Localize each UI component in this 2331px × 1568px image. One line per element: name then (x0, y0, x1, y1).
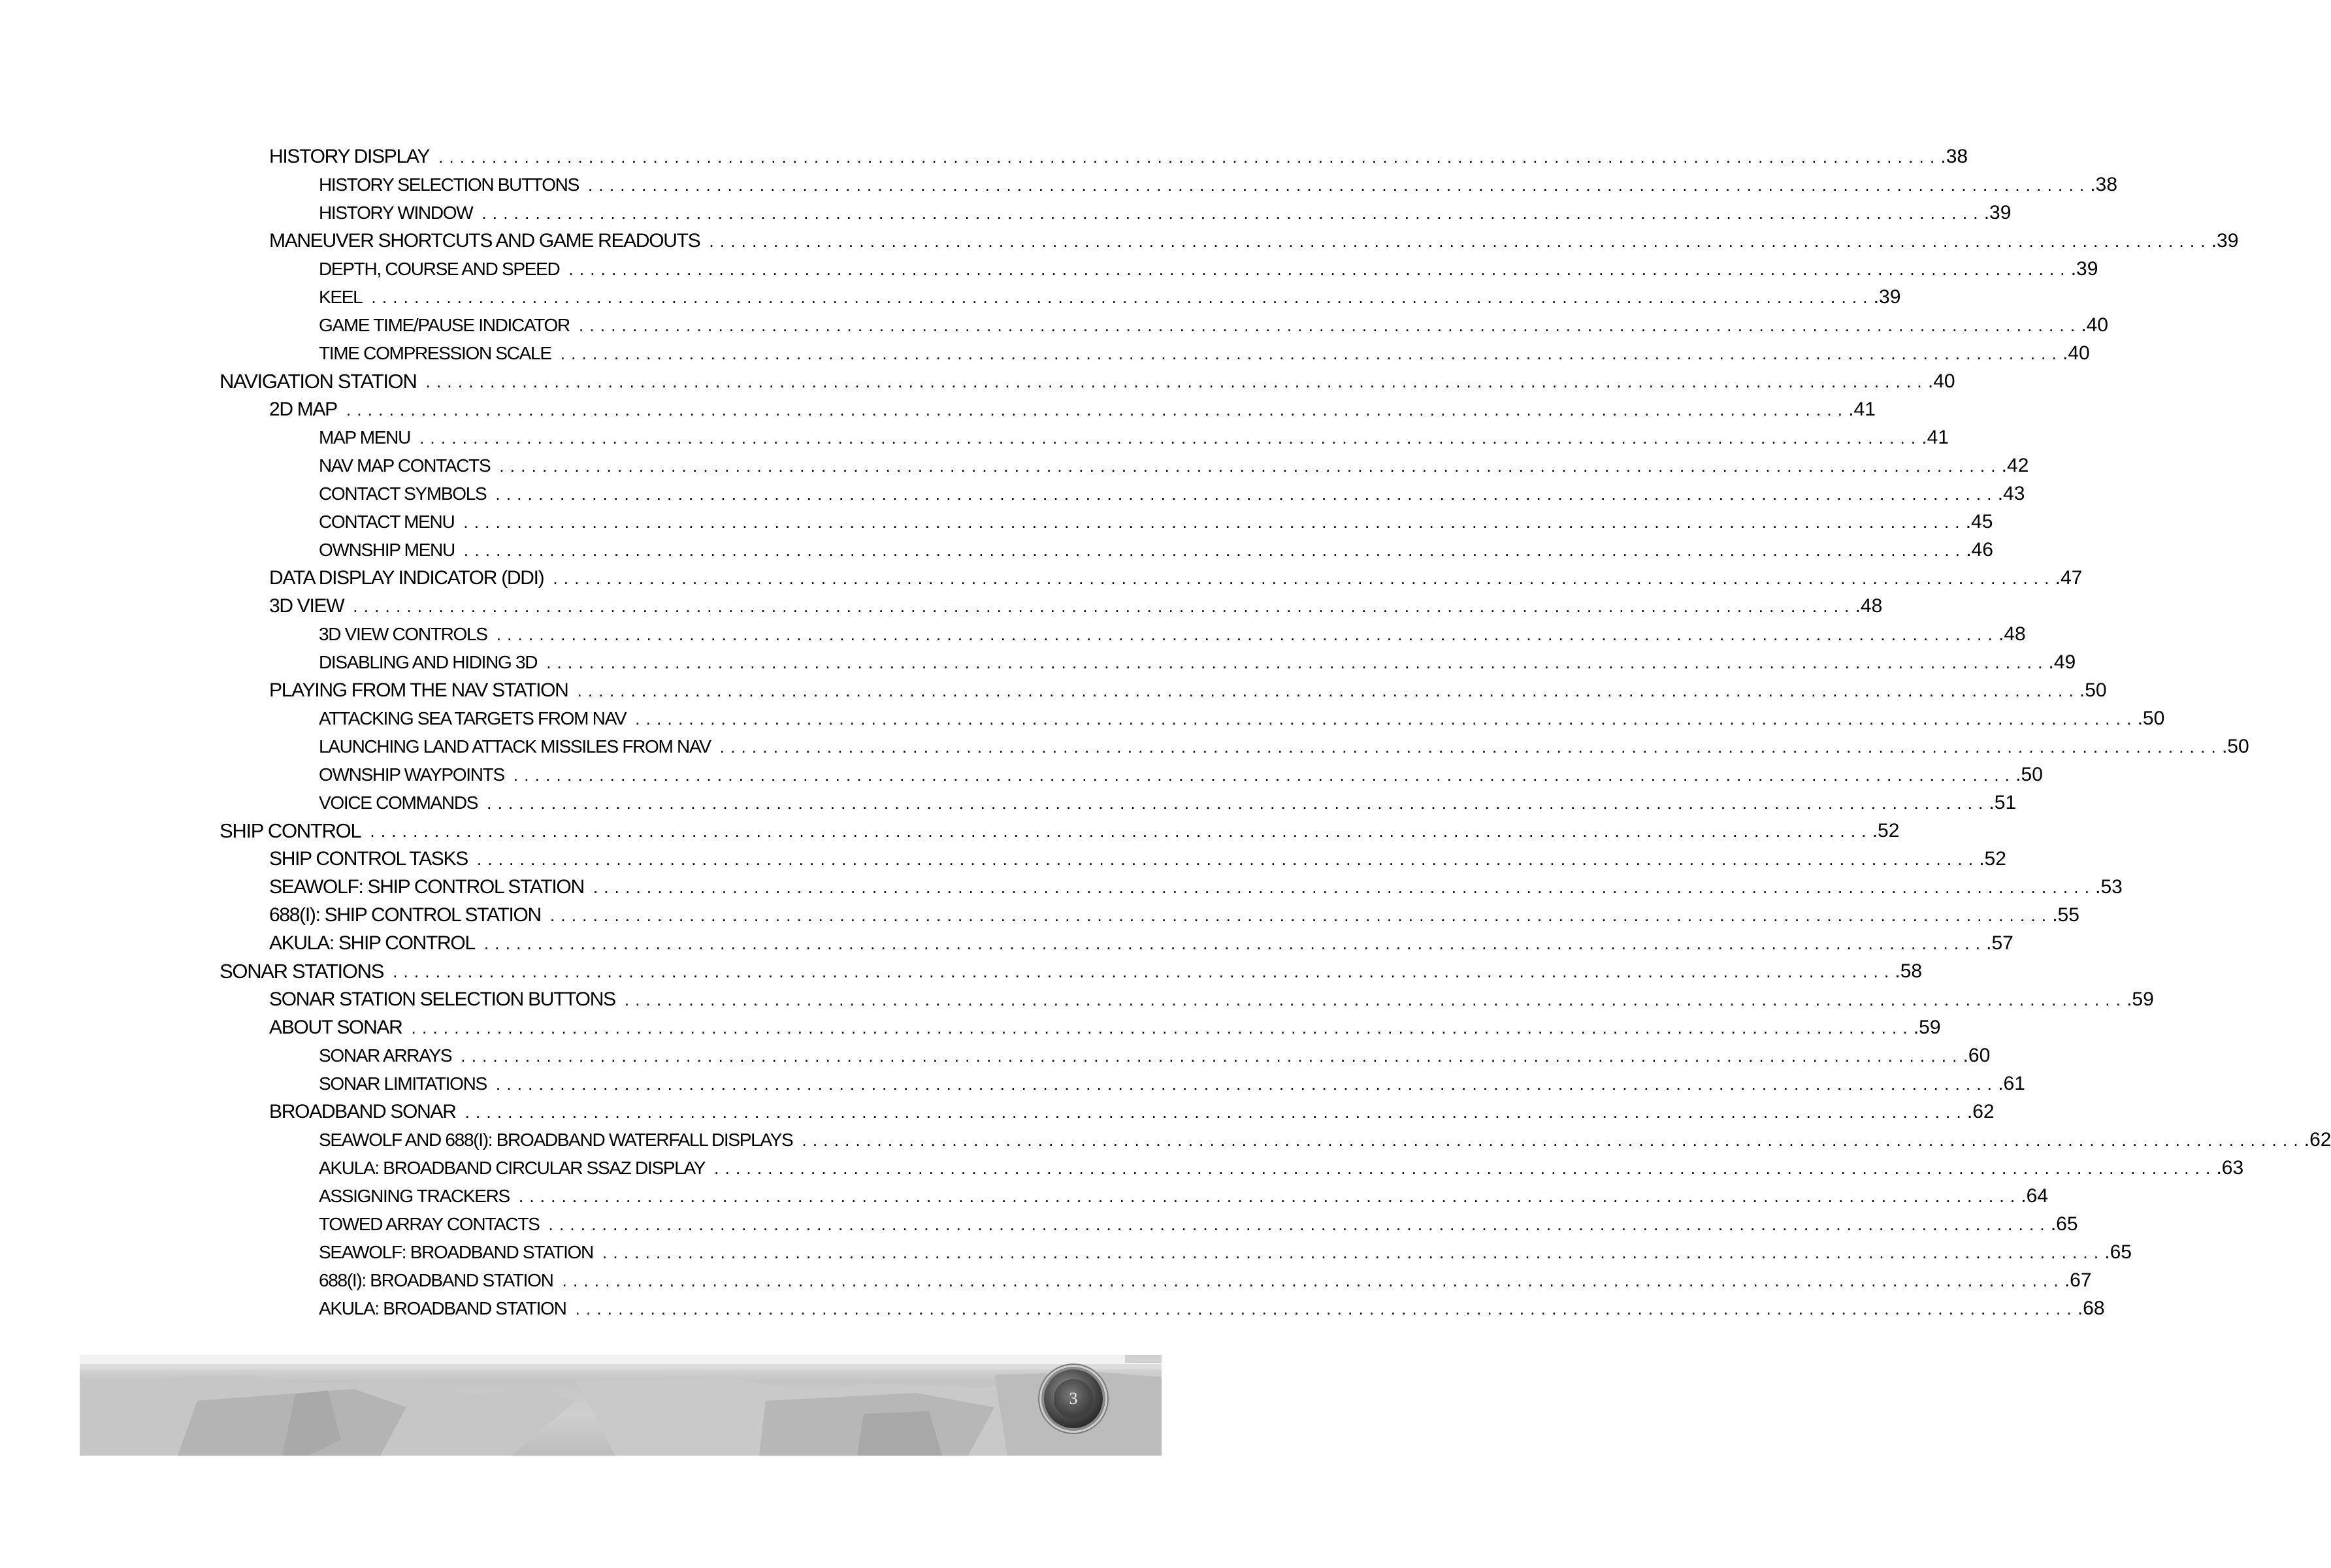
toc-entry-page: .39 (1983, 202, 2012, 223)
toc-entry-page: .40 (2081, 314, 2108, 336)
toc-entry-level-2 (0, 590, 1883, 618)
toc-entry-title: HISTORY SELECTION BUTTONS (319, 173, 588, 197)
toc-entry-page: .43 (1997, 483, 2025, 504)
toc-entry-title: VOICE COMMANDS (319, 791, 487, 815)
toc-entry-title: GAME TIME/PAUSE INDICATOR (319, 314, 579, 337)
toc-dot-leader: ............................................................................................................................................ (495, 484, 1998, 504)
toc-entry-level-2 (0, 674, 2107, 702)
toc-entry-title: SEAWOLF AND 688(I): BROADBAND WATERFALL DISPLAYS (319, 1128, 802, 1152)
toc-dot-leader: ............................................................................................................................................ (425, 372, 1928, 391)
toc-entry-title: DATA DISPLAY INDICATOR (DDI) (269, 566, 553, 590)
toc-entry-page: .41 (1921, 427, 1949, 448)
toc-entry-level-3 (0, 1264, 2092, 1292)
table-of-contents (0, 140, 2331, 1320)
toc-entry-level-3 (0, 253, 2098, 281)
toc-entry-page: .62 (2304, 1129, 2331, 1151)
toc-dot-leader: ............................................................................................................................................ (393, 962, 1895, 981)
toc-entry-page: .38 (1940, 146, 1968, 167)
toc-entry-title: AKULA: BROADBAND CIRCULAR SSAZ DISPLAY (319, 1156, 714, 1180)
toc-entry-level-3 (0, 449, 2029, 478)
toc-dot-leader: ............................................................................................................................................ (346, 400, 1849, 419)
toc-entry-page: .63 (2216, 1157, 2244, 1179)
toc-dot-leader: ............................................................................................................................................ (587, 175, 2091, 195)
toc-entry-page: .53 (2095, 876, 2123, 898)
toc-entry-title: 688(I): SHIP CONTROL STATION (269, 904, 550, 927)
toc-entry-title: MAP MENU (319, 426, 419, 449)
toc-entry-level-3 (0, 169, 2118, 197)
toc-entry-level-3 (0, 787, 2017, 815)
toc-entry-page: .47 (2055, 567, 2083, 589)
toc-entry-level-3 (0, 618, 2026, 646)
toc-dot-leader: ............................................................................................................................................ (419, 428, 1922, 448)
toc-entry-level-3 (0, 1292, 2105, 1320)
toc-entry-title: DEPTH, COURSE AND SPEED (319, 257, 568, 281)
toc-entry-page: .65 (2104, 1241, 2132, 1263)
toc-entry-title: AKULA: SHIP CONTROL (269, 932, 484, 955)
toc-entry-page: .39 (1873, 286, 1901, 308)
page-number-badge (1044, 1369, 1103, 1428)
toc-entry-title: SHIP CONTROL TASKS (269, 847, 477, 871)
footer-texture (80, 1355, 1162, 1456)
toc-entry-title: TOWED ARRAY CONTACTS (319, 1213, 549, 1236)
toc-entry-page: .48 (1998, 623, 2026, 645)
toc-entry-page: .51 (1989, 792, 2017, 813)
toc-entry-title: PLAYING FROM THE NAV STATION (269, 679, 578, 702)
toc-entry-level-3 (0, 1180, 2048, 1208)
toc-entry-level-3 (0, 309, 2108, 337)
toc-entry-level-2 (0, 393, 1876, 421)
toc-entry-level-3 (0, 1039, 1991, 1068)
toc-entry-title: CONTACT MENU (319, 510, 463, 534)
page-number: 3 (1054, 1379, 1093, 1418)
toc-entry-page: .38 (2090, 174, 2118, 195)
toc-dot-leader: ............................................................................................................................................ (353, 596, 1855, 616)
toc-dot-leader: ............................................................................................................................................ (481, 203, 1984, 223)
toc-entry-level-3 (0, 1236, 2132, 1264)
toc-entry-level-3 (0, 421, 1949, 449)
toc-entry-level-3 (0, 646, 2076, 674)
toc-entry-title: 3D VIEW CONTROLS (319, 623, 497, 646)
toc-dot-leader: ............................................................................................................................................ (499, 456, 2002, 476)
toc-dot-leader: ............................................................................................................................................ (560, 344, 2063, 363)
toc-entry-page: .50 (2015, 764, 2043, 785)
toc-dot-leader: ............................................................................................................................................ (624, 990, 2127, 1009)
toc-entry-level-1 (0, 815, 1900, 843)
toc-entry-level-3 (0, 1152, 2244, 1180)
toc-entry-title: SHIP CONTROL (220, 819, 370, 843)
toc-dot-leader: ............................................................................................................................................ (461, 1046, 1963, 1066)
toc-entry-title: 3D VIEW (269, 595, 353, 618)
toc-entry-page: .39 (2211, 230, 2239, 252)
toc-entry-page: .49 (2048, 651, 2076, 673)
toc-entry-level-3 (0, 759, 2043, 787)
toc-dot-leader: ............................................................................................................................................ (719, 737, 2222, 757)
toc-entry-level-3 (0, 702, 2165, 730)
toc-entry-title: LAUNCHING LAND ATTACK MISSILES FROM NAV (319, 735, 720, 759)
toc-entry-level-3 (0, 478, 2025, 506)
toc-dot-leader: ............................................................................................................................................ (548, 1215, 2051, 1234)
toc-dot-leader: ............................................................................................................................................ (463, 512, 1966, 532)
toc-dot-leader: ............................................................................................................................................ (635, 709, 2138, 728)
toc-entry-page: .64 (2021, 1185, 2048, 1207)
toc-entry-title: TIME COMPRESSION SCALE (319, 342, 561, 365)
toc-entry-level-3 (0, 337, 2090, 365)
toc-entry-page: .50 (2221, 736, 2249, 757)
toc-entry-level-2 (0, 983, 2154, 1011)
toc-entry-title: AKULA: BROADBAND STATION (319, 1297, 576, 1320)
toc-entry-level-2 (0, 927, 2013, 955)
footer-band (80, 1355, 1162, 1456)
toc-entry-level-2 (0, 899, 2079, 927)
toc-dot-leader: ............................................................................................................................................ (495, 1074, 1998, 1094)
toc-entry-page: .57 (1986, 932, 2013, 954)
toc-dot-leader: ............................................................................................................................................ (465, 1102, 1967, 1122)
toc-entry-level-2 (0, 140, 1968, 169)
toc-dot-leader: ............................................................................................................................................ (438, 147, 1941, 167)
toc-entry-page: .52 (1979, 848, 2006, 870)
toc-dot-leader: ............................................................................................................................................ (568, 259, 2071, 279)
toc-entry-level-2 (0, 1011, 1941, 1039)
toc-entry-level-2 (0, 225, 2239, 253)
toc-entry-page: .40 (1927, 370, 1955, 392)
toc-entry-level-3 (0, 1124, 2331, 1152)
toc-entry-title: HISTORY DISPLAY (269, 145, 438, 169)
toc-dot-leader: ............................................................................................................................................ (371, 287, 1874, 307)
toc-entry-title: ASSIGNING TRACKERS (319, 1184, 519, 1208)
toc-entry-page: .39 (2070, 258, 2098, 280)
toc-entry-page: .60 (1963, 1045, 1991, 1066)
toc-entry-page: .46 (1966, 539, 1993, 561)
toc-entry-level-2 (0, 1096, 1995, 1124)
toc-entry-level-3 (0, 506, 1993, 534)
toc-dot-leader: ............................................................................................................................................ (553, 568, 2055, 588)
toc-entry-title: MANEUVER SHORTCUTS AND GAME READOUTS (269, 229, 709, 253)
toc-dot-leader: ............................................................................................................................................ (578, 316, 2081, 335)
toc-entry-level-3 (0, 534, 1993, 562)
toc-entry-title: SONAR ARRAYS (319, 1044, 461, 1068)
toc-entry-level-3 (0, 730, 2249, 759)
toc-entry-title: DISABLING AND HIDING 3D (319, 651, 546, 674)
toc-dot-leader: ............................................................................................................................................ (487, 793, 1989, 813)
toc-entry-page: .68 (2077, 1298, 2105, 1319)
toc-entry-page: .52 (1872, 820, 1900, 841)
toc-entry-title: SEAWOLF: SHIP CONTROL STATION (269, 875, 593, 899)
toc-entry-page: .48 (1855, 595, 1883, 617)
toc-entry-title: KEEL (319, 286, 371, 309)
toc-entry-level-1 (0, 365, 1955, 393)
toc-entry-page: .62 (1966, 1101, 1995, 1122)
toc-entry-level-3 (0, 1068, 2025, 1096)
toc-entry-page: .42 (2001, 455, 2029, 476)
toc-entry-page: .59 (1913, 1017, 1941, 1038)
toc-dot-leader: ............................................................................................................................................ (476, 849, 1980, 869)
toc-dot-leader: ............................................................................................................................................ (546, 653, 2049, 672)
toc-entry-page: .67 (2064, 1269, 2092, 1291)
toc-entry-page: .59 (2127, 988, 2154, 1010)
toc-dot-leader: ............................................................................................................................................ (602, 1243, 2105, 1262)
toc-dot-leader: ............................................................................................................................................ (562, 1271, 2064, 1290)
toc-entry-level-3 (0, 281, 1901, 309)
toc-entry-level-1 (0, 955, 1923, 983)
toc-entry-page: .45 (1965, 511, 1993, 532)
toc-entry-title: HISTORY WINDOW (319, 201, 481, 225)
toc-dot-leader: ............................................................................................................................................ (496, 625, 1998, 644)
toc-dot-leader: ............................................................................................................................................ (549, 906, 2053, 925)
toc-entry-page: .58 (1895, 960, 1923, 982)
toc-entry-page: .55 (2052, 904, 2079, 926)
toc-entry-page: .40 (2062, 342, 2090, 364)
toc-entry-level-3 (0, 1208, 2078, 1236)
toc-entry-title: OWNSHIP WAYPOINTS (319, 763, 513, 787)
toc-dot-leader: ............................................................................................................................................ (411, 1018, 1914, 1037)
toc-entry-page: .65 (2050, 1213, 2078, 1235)
toc-entry-title: BROADBAND SONAR (269, 1100, 465, 1124)
toc-entry-page: .61 (1998, 1073, 2025, 1094)
toc-dot-leader: ............................................................................................................................................ (463, 540, 1966, 560)
toc-entry-page: .50 (2137, 708, 2165, 729)
toc-entry-level-2 (0, 871, 2123, 899)
toc-entry-title: SONAR STATIONS (220, 960, 393, 983)
toc-entry-title: NAVIGATION STATION (220, 370, 426, 393)
toc-entry-title: OWNSHIP MENU (319, 538, 464, 562)
toc-entry-title: ABOUT SONAR (269, 1016, 412, 1039)
toc-entry-title: SONAR STATION SELECTION BUTTONS (269, 988, 625, 1011)
toc-entry-title: SONAR LIMITATIONS (319, 1072, 496, 1096)
toc-entry-title: 688(I): BROADBAND STATION (319, 1269, 562, 1292)
toc-dot-leader: ............................................................................................................................................ (483, 934, 1987, 953)
toc-entry-page: .41 (1848, 399, 1876, 420)
toc-entry-level-2 (0, 843, 2006, 871)
toc-dot-leader: ............................................................................................................................................ (802, 1130, 2304, 1150)
toc-entry-level-3 (0, 197, 2012, 225)
toc-entry-title: SEAWOLF: BROADBAND STATION (319, 1241, 602, 1264)
toc-dot-leader: ............................................................................................................................................ (513, 765, 2016, 785)
toc-entry-title: CONTACT SYMBOLS (319, 482, 495, 506)
toc-entry-level-2 (0, 562, 2083, 590)
toc-dot-leader: ............................................................................................................................................ (593, 877, 2096, 897)
toc-entry-title: 2D MAP (269, 398, 346, 421)
toc-entry-page: .50 (2079, 679, 2107, 701)
toc-entry-title: NAV MAP CONTACTS (319, 454, 499, 478)
toc-dot-leader: ............................................................................................................................................ (575, 1299, 2078, 1318)
toc-dot-leader: ............................................................................................................................................ (518, 1186, 2021, 1206)
toc-dot-leader: ............................................................................................................................................ (370, 821, 1872, 841)
toc-dot-leader: ............................................................................................................................................ (577, 681, 2079, 700)
toc-entry-title: ATTACKING SEA TARGETS FROM NAV (319, 707, 635, 730)
toc-dot-leader: ............................................................................................................................................ (714, 1158, 2217, 1178)
toc-dot-leader: ............................................................................................................................................ (709, 231, 2211, 251)
